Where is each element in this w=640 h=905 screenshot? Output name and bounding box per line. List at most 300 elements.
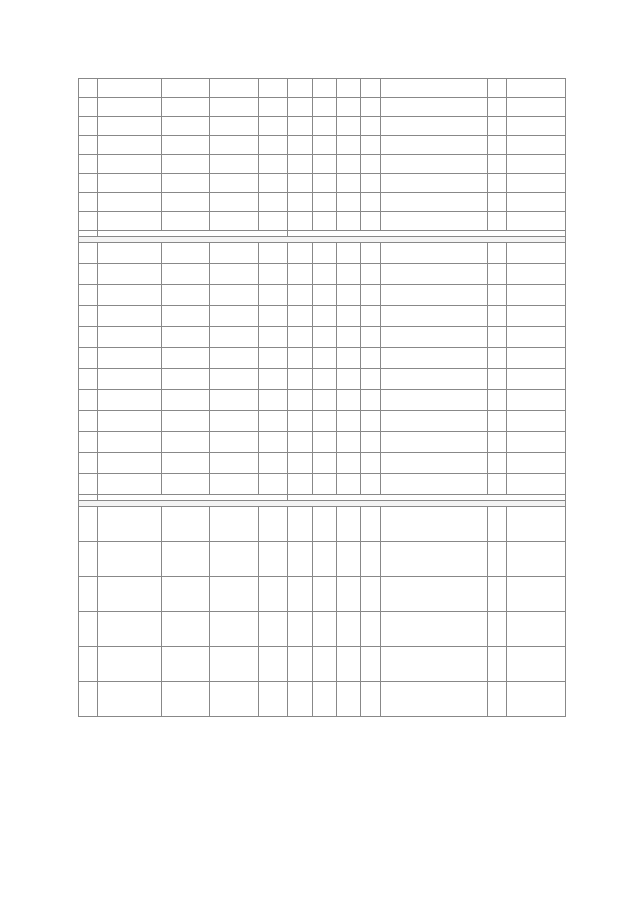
table-cell xyxy=(288,306,312,327)
table-cell xyxy=(312,432,336,453)
table-cell xyxy=(259,285,288,306)
table-row xyxy=(79,264,566,285)
table-cell xyxy=(380,542,487,577)
table-cell xyxy=(79,507,98,542)
table-cell xyxy=(380,411,487,432)
table-cell xyxy=(488,306,507,327)
table-cell xyxy=(288,369,312,390)
table-cell xyxy=(312,542,336,577)
table-cell xyxy=(210,542,259,577)
table-cell xyxy=(161,212,210,231)
table-cell xyxy=(288,212,312,231)
table-cell xyxy=(312,174,336,193)
table-cell xyxy=(79,212,98,231)
table-cell xyxy=(488,243,507,264)
table-cell xyxy=(337,117,361,136)
table-cell xyxy=(288,174,312,193)
table-row xyxy=(79,243,566,264)
table-cell xyxy=(161,432,210,453)
table-cell xyxy=(337,390,361,411)
table-cell xyxy=(98,542,161,577)
table-cell xyxy=(380,117,487,136)
table-cell xyxy=(79,682,98,717)
table-cell xyxy=(259,507,288,542)
table-row xyxy=(79,306,566,327)
table-cell xyxy=(380,155,487,174)
table-cell xyxy=(361,79,380,98)
table-cell xyxy=(259,647,288,682)
table-cell xyxy=(488,264,507,285)
table-cell xyxy=(98,212,161,231)
table-row xyxy=(79,432,566,453)
table-cell xyxy=(488,647,507,682)
table-row xyxy=(79,174,566,193)
table-cell xyxy=(507,348,566,369)
table-cell xyxy=(288,136,312,155)
table-cell xyxy=(259,327,288,348)
table-cell xyxy=(161,306,210,327)
table-cell xyxy=(210,369,259,390)
table-cell xyxy=(488,474,507,495)
table-cell xyxy=(488,285,507,306)
table-cell xyxy=(259,117,288,136)
table-cell xyxy=(161,243,210,264)
table-cell xyxy=(288,327,312,348)
table-cell xyxy=(210,79,259,98)
table-cell xyxy=(79,285,98,306)
table-cell xyxy=(98,174,161,193)
table-cell xyxy=(312,155,336,174)
table-cell xyxy=(288,474,312,495)
table-cell xyxy=(312,327,336,348)
table-row xyxy=(79,369,566,390)
table-cell xyxy=(380,243,487,264)
table-cell xyxy=(337,155,361,174)
table-row xyxy=(79,212,566,231)
table-cell xyxy=(312,306,336,327)
table-cell xyxy=(488,612,507,647)
table-cell xyxy=(507,79,566,98)
table-cell xyxy=(488,155,507,174)
table-cell xyxy=(361,98,380,117)
table-cell xyxy=(380,264,487,285)
table-cell xyxy=(161,348,210,369)
table-cell xyxy=(98,193,161,212)
table-cell xyxy=(488,682,507,717)
table-cell xyxy=(161,264,210,285)
table-cell xyxy=(79,264,98,285)
table-cell xyxy=(507,117,566,136)
table-cell xyxy=(79,243,98,264)
table-cell xyxy=(337,542,361,577)
table-cell xyxy=(312,453,336,474)
table-cell xyxy=(361,212,380,231)
table-cell xyxy=(507,369,566,390)
table-cell xyxy=(312,411,336,432)
table-cell xyxy=(210,243,259,264)
table-cell xyxy=(79,193,98,212)
table-cell xyxy=(380,327,487,348)
table-cell xyxy=(210,647,259,682)
table-cell xyxy=(507,155,566,174)
table-cell xyxy=(337,285,361,306)
table-cell xyxy=(361,117,380,136)
table-cell xyxy=(312,98,336,117)
table-cell xyxy=(337,369,361,390)
table-cell xyxy=(259,577,288,612)
table-cell xyxy=(507,243,566,264)
table-row xyxy=(79,348,566,369)
table-cell xyxy=(210,507,259,542)
table-cell xyxy=(210,390,259,411)
table-cell xyxy=(507,647,566,682)
table-cell xyxy=(380,432,487,453)
table-cell xyxy=(79,612,98,647)
table-cell xyxy=(312,243,336,264)
table-cell xyxy=(337,306,361,327)
table-cell xyxy=(507,285,566,306)
table-cell xyxy=(210,193,259,212)
table-cell xyxy=(79,432,98,453)
table-cell xyxy=(361,507,380,542)
table-cell xyxy=(507,390,566,411)
table-row xyxy=(79,612,566,647)
table-cell xyxy=(79,348,98,369)
table-row xyxy=(79,682,566,717)
table-row xyxy=(79,285,566,306)
table-cell xyxy=(98,577,161,612)
table-cell xyxy=(161,193,210,212)
table-cell xyxy=(380,577,487,612)
table-cell xyxy=(161,174,210,193)
table-cell xyxy=(79,136,98,155)
table-cell xyxy=(79,647,98,682)
table-cell xyxy=(361,155,380,174)
table-cell xyxy=(79,542,98,577)
table-cell xyxy=(210,327,259,348)
table-cell xyxy=(380,474,487,495)
table-cell xyxy=(210,411,259,432)
table-cell xyxy=(507,264,566,285)
table-cell xyxy=(488,453,507,474)
table-cell xyxy=(79,390,98,411)
table-cell xyxy=(98,98,161,117)
table-cell xyxy=(361,193,380,212)
table-cell xyxy=(259,432,288,453)
table-cell xyxy=(488,390,507,411)
table-cell xyxy=(79,453,98,474)
table-cell xyxy=(337,432,361,453)
table-cell xyxy=(288,243,312,264)
table-cell xyxy=(259,306,288,327)
table-cell xyxy=(337,193,361,212)
table-cell xyxy=(337,174,361,193)
table-cell xyxy=(210,432,259,453)
table-cell xyxy=(312,348,336,369)
table-row xyxy=(79,390,566,411)
table-cell xyxy=(361,411,380,432)
table-cell xyxy=(488,542,507,577)
table-cell xyxy=(79,174,98,193)
table-cell xyxy=(507,682,566,717)
table-cell xyxy=(210,577,259,612)
table-row xyxy=(79,474,566,495)
table-cell xyxy=(259,264,288,285)
table-cell xyxy=(79,411,98,432)
table-cell xyxy=(161,542,210,577)
table-cell xyxy=(259,453,288,474)
table-cell xyxy=(507,174,566,193)
table-cell xyxy=(507,453,566,474)
table-row xyxy=(79,155,566,174)
table-row xyxy=(79,453,566,474)
table-cell xyxy=(488,369,507,390)
table-cell xyxy=(288,155,312,174)
table-cell xyxy=(312,682,336,717)
table-cell xyxy=(210,98,259,117)
table-cell xyxy=(361,577,380,612)
table-cell xyxy=(488,507,507,542)
table-cell xyxy=(361,136,380,155)
table-cell xyxy=(259,390,288,411)
table-row xyxy=(79,98,566,117)
table-cell xyxy=(79,306,98,327)
table-cell xyxy=(361,453,380,474)
table-cell xyxy=(337,411,361,432)
table-cell xyxy=(98,348,161,369)
table-cell xyxy=(507,411,566,432)
table-cell xyxy=(161,285,210,306)
table-cell xyxy=(98,155,161,174)
table-cell xyxy=(312,390,336,411)
table-cell xyxy=(488,174,507,193)
table-cell xyxy=(312,577,336,612)
table-cell xyxy=(380,369,487,390)
table-cell xyxy=(380,507,487,542)
table-row xyxy=(79,542,566,577)
table-cell xyxy=(98,390,161,411)
table-cell xyxy=(98,285,161,306)
table-cell xyxy=(210,174,259,193)
table-cell xyxy=(210,348,259,369)
table-cell xyxy=(312,117,336,136)
table-row xyxy=(79,411,566,432)
table-cell xyxy=(79,474,98,495)
table-cell xyxy=(488,432,507,453)
table-cell xyxy=(507,327,566,348)
table-cell xyxy=(288,432,312,453)
table-cell xyxy=(161,453,210,474)
table-cell xyxy=(312,507,336,542)
table-cell xyxy=(210,612,259,647)
table-cell xyxy=(288,647,312,682)
table-cell xyxy=(488,348,507,369)
table-cell xyxy=(361,285,380,306)
table-cell xyxy=(259,542,288,577)
table-cell xyxy=(79,155,98,174)
table-cell xyxy=(380,306,487,327)
table-cell xyxy=(488,411,507,432)
table-cell xyxy=(210,453,259,474)
table-cell xyxy=(361,432,380,453)
table-cell xyxy=(380,174,487,193)
table-cell xyxy=(337,453,361,474)
table-cell xyxy=(380,212,487,231)
table-cell xyxy=(337,98,361,117)
table-cell xyxy=(361,174,380,193)
table-cell xyxy=(312,647,336,682)
table-cell xyxy=(488,117,507,136)
table-cell xyxy=(161,411,210,432)
table-cell xyxy=(507,193,566,212)
table-cell xyxy=(507,136,566,155)
table-cell xyxy=(288,348,312,369)
table-cell xyxy=(488,212,507,231)
table-row xyxy=(79,327,566,348)
table-cell xyxy=(507,432,566,453)
table-cell xyxy=(361,612,380,647)
table-cell xyxy=(361,243,380,264)
table-cell xyxy=(507,306,566,327)
table-cell xyxy=(98,612,161,647)
table-cell xyxy=(79,117,98,136)
table-cell xyxy=(259,174,288,193)
table-row xyxy=(79,117,566,136)
table-cell xyxy=(259,411,288,432)
table-cell xyxy=(507,98,566,117)
table-cell xyxy=(337,243,361,264)
table-cell xyxy=(288,117,312,136)
table-cell xyxy=(98,264,161,285)
table-cell xyxy=(288,577,312,612)
table-cell xyxy=(259,136,288,155)
table-cell xyxy=(380,98,487,117)
table-row xyxy=(79,577,566,612)
table-cell xyxy=(380,136,487,155)
table-cell xyxy=(259,348,288,369)
table-cell xyxy=(259,79,288,98)
table-cell xyxy=(288,285,312,306)
table-cell xyxy=(210,682,259,717)
table-cell xyxy=(337,212,361,231)
table-cell xyxy=(488,79,507,98)
table-cell xyxy=(210,136,259,155)
table-cell xyxy=(488,193,507,212)
table-cell xyxy=(161,577,210,612)
table-cell xyxy=(210,264,259,285)
table-cell xyxy=(312,212,336,231)
table-cell xyxy=(161,98,210,117)
table-cell xyxy=(98,243,161,264)
table-cell xyxy=(380,390,487,411)
table-cell xyxy=(288,612,312,647)
table-row xyxy=(79,136,566,155)
table-cell xyxy=(361,369,380,390)
table-cell xyxy=(161,612,210,647)
table-cell xyxy=(312,285,336,306)
table-cell xyxy=(98,117,161,136)
document-page xyxy=(78,78,566,830)
table-cell xyxy=(312,264,336,285)
table-cell xyxy=(210,474,259,495)
table-cell xyxy=(337,682,361,717)
table-cell xyxy=(488,98,507,117)
table-cell xyxy=(337,507,361,542)
table-cell xyxy=(380,79,487,98)
table-cell xyxy=(361,474,380,495)
table-cell xyxy=(507,212,566,231)
table-cell xyxy=(361,390,380,411)
table-cell xyxy=(98,327,161,348)
table-cell xyxy=(98,411,161,432)
table-cell xyxy=(288,193,312,212)
table-cell xyxy=(488,327,507,348)
table-row xyxy=(79,507,566,542)
table-cell xyxy=(288,98,312,117)
table-cell xyxy=(259,193,288,212)
table-cell xyxy=(380,453,487,474)
table-cell xyxy=(98,647,161,682)
table-cell xyxy=(259,612,288,647)
table-cell xyxy=(507,612,566,647)
table-cell xyxy=(380,647,487,682)
table-cell xyxy=(312,79,336,98)
table-cell xyxy=(337,577,361,612)
table-cell xyxy=(79,98,98,117)
table-cell xyxy=(380,348,487,369)
table-cell xyxy=(210,155,259,174)
table-cell xyxy=(161,136,210,155)
table-cell xyxy=(337,264,361,285)
table-cell xyxy=(288,79,312,98)
table-cell xyxy=(288,542,312,577)
table-cell xyxy=(210,117,259,136)
table-cell xyxy=(161,155,210,174)
table-cell xyxy=(312,474,336,495)
table-cell xyxy=(507,577,566,612)
table-cell xyxy=(161,474,210,495)
table-cell xyxy=(98,369,161,390)
table-cell xyxy=(161,507,210,542)
table-cell xyxy=(98,306,161,327)
table-cell xyxy=(507,542,566,577)
table-cell xyxy=(507,507,566,542)
table-cell xyxy=(361,682,380,717)
table-cell xyxy=(98,432,161,453)
table-cell xyxy=(259,369,288,390)
table-cell xyxy=(161,79,210,98)
table-cell xyxy=(361,542,380,577)
table-cell xyxy=(259,155,288,174)
table-cell xyxy=(361,647,380,682)
table-cell xyxy=(337,612,361,647)
table-cell xyxy=(210,212,259,231)
table-cell xyxy=(79,369,98,390)
table-cell xyxy=(98,136,161,155)
table-cell xyxy=(380,612,487,647)
table-cell xyxy=(288,453,312,474)
table-cell xyxy=(259,212,288,231)
table-cell xyxy=(361,327,380,348)
table-cell xyxy=(161,682,210,717)
table-cell xyxy=(79,327,98,348)
table-cell xyxy=(210,285,259,306)
table-cell xyxy=(312,193,336,212)
table-cell xyxy=(98,507,161,542)
table-cell xyxy=(210,306,259,327)
table-cell xyxy=(98,453,161,474)
table-cell xyxy=(488,577,507,612)
